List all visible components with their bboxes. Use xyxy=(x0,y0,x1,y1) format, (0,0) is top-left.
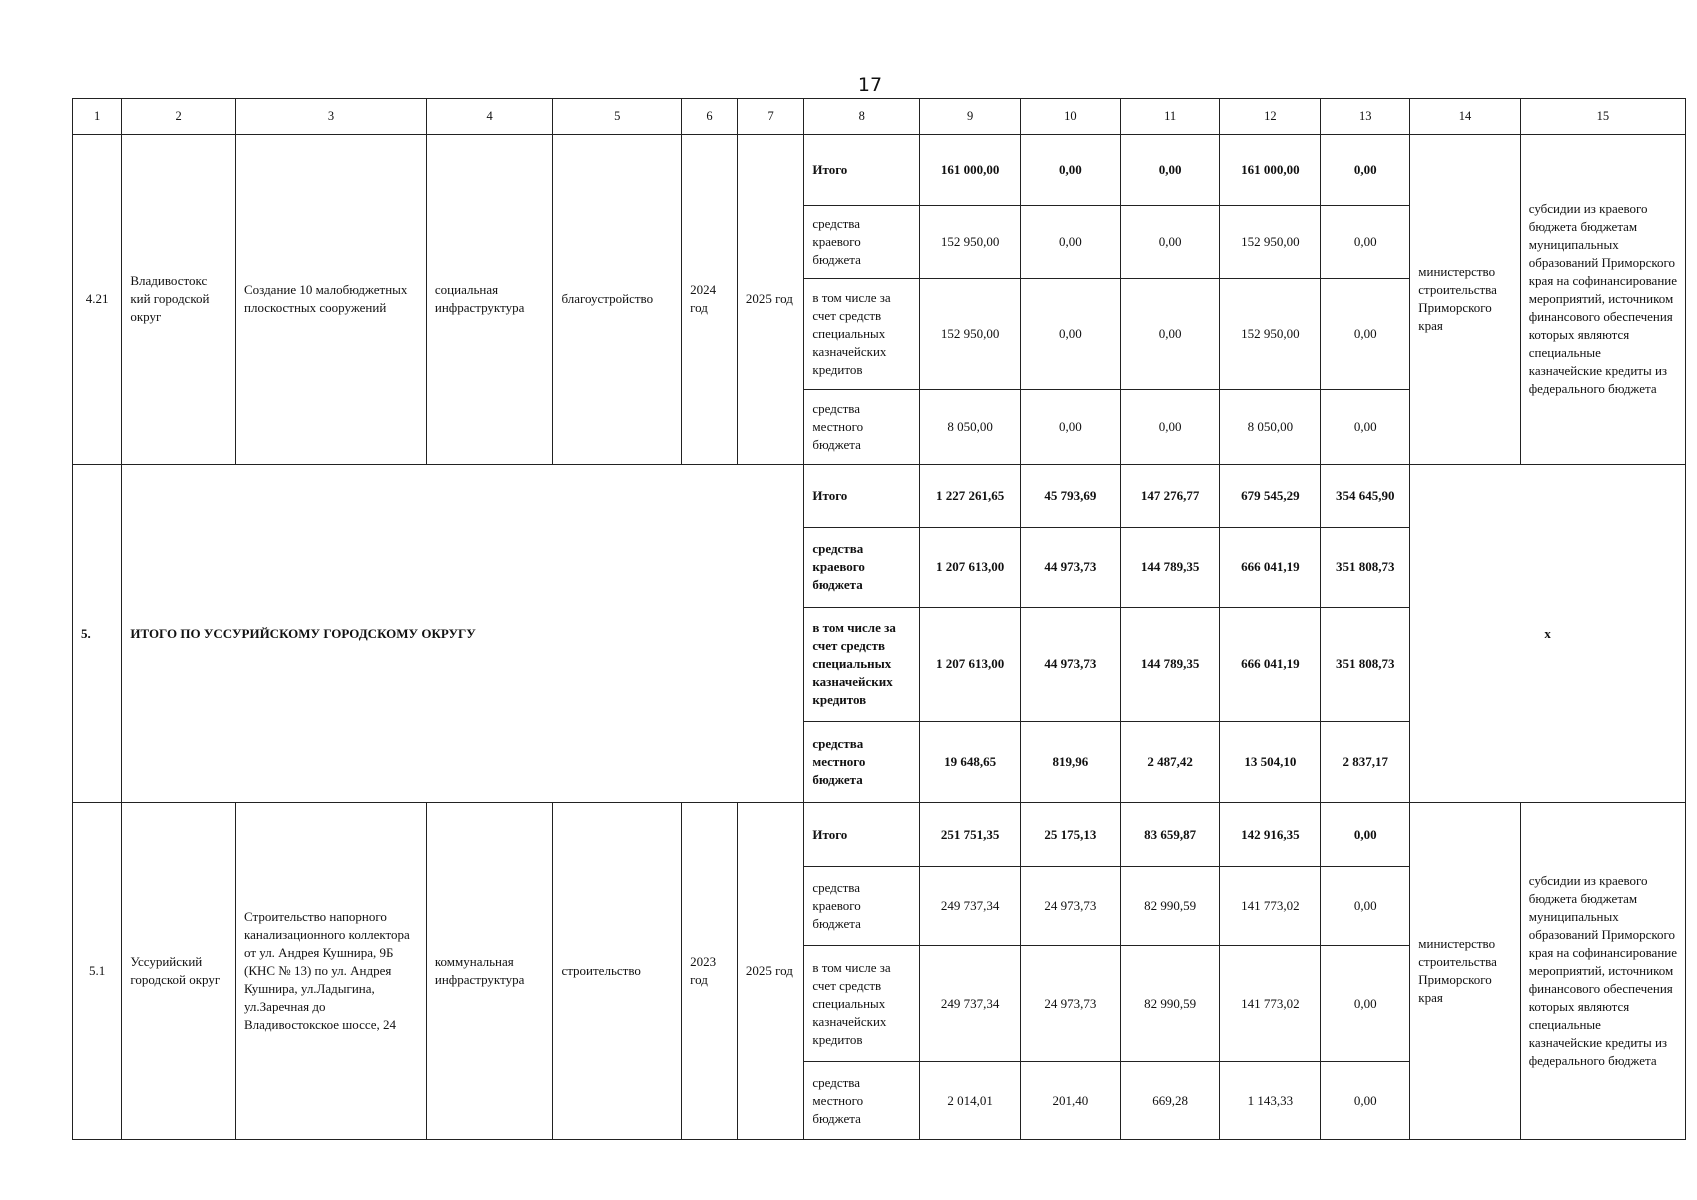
amount-cell: 0,00 xyxy=(1021,206,1121,279)
funding-label: Итого xyxy=(804,134,920,205)
amount-cell: 669,28 xyxy=(1120,1062,1220,1140)
amount-cell: 24 973,73 xyxy=(1021,946,1121,1062)
work-type-cell: благоустройство xyxy=(553,134,682,464)
start-year-cell: 2023 год xyxy=(682,803,738,1140)
amount-cell: 1 227 261,65 xyxy=(920,464,1021,527)
funding-label: средства местного бюджета xyxy=(804,721,920,803)
amount-cell: 351 808,73 xyxy=(1321,607,1410,721)
col-header: 13 xyxy=(1321,99,1410,135)
amount-cell: 141 773,02 xyxy=(1220,946,1321,1062)
amount-cell: 0,00 xyxy=(1120,206,1220,279)
row-number: 4.21 xyxy=(73,134,122,464)
amount-cell: 0,00 xyxy=(1321,803,1410,866)
col-header: 10 xyxy=(1021,99,1121,135)
amount-cell: 144 789,35 xyxy=(1120,528,1220,608)
start-year-cell: 2024 год xyxy=(682,134,738,464)
category-cell: социальная инфраструктура xyxy=(426,134,553,464)
funding-label: в том числе за счет средств специальных казначейских кредитов xyxy=(804,607,920,721)
col-header: 7 xyxy=(737,99,803,135)
page-number: 17 xyxy=(857,74,883,96)
amount-cell: 354 645,90 xyxy=(1321,464,1410,527)
amount-cell: 0,00 xyxy=(1120,389,1220,464)
budget-table xyxy=(72,98,1686,1140)
responsible-cell: министерство строительства Приморского края xyxy=(1410,134,1520,464)
amount-cell: 161 000,00 xyxy=(920,134,1021,205)
funding-label: средства краевого бюджета xyxy=(804,206,920,279)
header-row xyxy=(73,99,1686,135)
col-header: 9 xyxy=(920,99,1021,135)
row-number: 5.1 xyxy=(73,803,122,1140)
col-header: 1 xyxy=(73,99,122,135)
amount-cell: 152 950,00 xyxy=(920,206,1021,279)
row-number: 5. xyxy=(73,464,122,802)
amount-cell: 351 808,73 xyxy=(1321,528,1410,608)
amount-cell: 147 276,77 xyxy=(1120,464,1220,527)
amount-cell: 141 773,02 xyxy=(1220,866,1321,946)
col-header: 2 xyxy=(122,99,236,135)
amount-cell: 0,00 xyxy=(1321,206,1410,279)
amount-cell: 1 143,33 xyxy=(1220,1062,1321,1140)
col-header: 14 xyxy=(1410,99,1520,135)
amount-cell: 152 950,00 xyxy=(1220,206,1321,279)
funding-label: средства местного бюджета xyxy=(804,389,920,464)
amount-cell: 152 950,00 xyxy=(1220,279,1321,389)
funding-source-cell: субсидии из краевого бюджета бюджетам муниципальных образований Приморского края на софинансирование мероприятий, источником финансового обеспечения которых являются специальные казначейские кредиты из федерального бюджета xyxy=(1520,134,1685,464)
col-header: 12 xyxy=(1220,99,1321,135)
amount-cell: 0,00 xyxy=(1120,279,1220,389)
amount-cell: 666 041,19 xyxy=(1220,607,1321,721)
section-total-title: ИТОГО ПО УССУРИЙСКОМУ ГОРОДСКОМУ ОКРУГУ xyxy=(122,464,804,802)
category-cell: коммунальная инфраструктура xyxy=(426,803,553,1140)
amount-cell: 0,00 xyxy=(1021,134,1121,205)
amount-cell: 1 207 613,00 xyxy=(920,528,1021,608)
amount-cell: 819,96 xyxy=(1021,721,1121,803)
funding-label: средства местного бюджета xyxy=(804,1062,920,1140)
amount-cell: 144 789,35 xyxy=(1120,607,1220,721)
amount-cell: 19 648,65 xyxy=(920,721,1021,803)
amount-cell: 249 737,34 xyxy=(920,946,1021,1062)
amount-cell: 0,00 xyxy=(1321,134,1410,205)
amount-cell: 1 207 613,00 xyxy=(920,607,1021,721)
amount-cell: 161 000,00 xyxy=(1220,134,1321,205)
amount-cell: 83 659,87 xyxy=(1120,803,1220,866)
col-header: 11 xyxy=(1120,99,1220,135)
amount-cell: 8 050,00 xyxy=(920,389,1021,464)
amount-cell: 249 737,34 xyxy=(920,866,1021,946)
col-header: 4 xyxy=(426,99,553,135)
amount-cell: 45 793,69 xyxy=(1021,464,1121,527)
municipality-cell: Уссурийский городской округ xyxy=(122,803,236,1140)
amount-cell: 251 751,35 xyxy=(920,803,1021,866)
amount-cell: 25 175,13 xyxy=(1021,803,1121,866)
end-year-cell: 2025 год xyxy=(737,134,803,464)
funding-label: средства краевого бюджета xyxy=(804,866,920,946)
object-name-cell: Создание 10 малобюджетных плоскостных сооружений xyxy=(236,134,427,464)
amount-cell: 0,00 xyxy=(1321,946,1410,1062)
amount-cell: 82 990,59 xyxy=(1120,866,1220,946)
amount-cell: 142 916,35 xyxy=(1220,803,1321,866)
amount-cell: 24 973,73 xyxy=(1021,866,1121,946)
responsible-cell: министерство строительства Приморского края xyxy=(1410,803,1520,1140)
amount-cell: 0,00 xyxy=(1321,866,1410,946)
col-header: 8 xyxy=(804,99,920,135)
amount-cell: 201,40 xyxy=(1021,1062,1121,1140)
amount-cell: 0,00 xyxy=(1021,279,1121,389)
col-header: 15 xyxy=(1520,99,1685,135)
object-name-cell: Строительство напорного канализационного коллектора от ул. Андрея Кушнира, 9Б (КНС № 13) по ул. Андрея Кушнира, ул.Ладыгина, ул.Заречная до Владивостокское шоссе, 24 xyxy=(236,803,427,1140)
amount-cell: 2 837,17 xyxy=(1321,721,1410,803)
amount-cell: 0,00 xyxy=(1321,1062,1410,1140)
amount-cell: 679 545,29 xyxy=(1220,464,1321,527)
funding-label: в том числе за счет средств специальных казначейских кредитов xyxy=(804,946,920,1062)
table-row xyxy=(73,464,1686,527)
amount-cell: 152 950,00 xyxy=(920,279,1021,389)
amount-cell: 0,00 xyxy=(1321,389,1410,464)
col-header: 5 xyxy=(553,99,682,135)
amount-cell: 666 041,19 xyxy=(1220,528,1321,608)
amount-cell: 0,00 xyxy=(1021,389,1121,464)
table-row xyxy=(73,803,1686,866)
amount-cell: 0,00 xyxy=(1120,134,1220,205)
not-applicable-mark: x xyxy=(1410,464,1686,802)
funding-label: Итого xyxy=(804,464,920,527)
table-row xyxy=(73,134,1686,205)
amount-cell: 0,00 xyxy=(1321,279,1410,389)
amount-cell: 82 990,59 xyxy=(1120,946,1220,1062)
amount-cell: 44 973,73 xyxy=(1021,528,1121,608)
funding-label: в том числе за счет средств специальных казначейских кредитов xyxy=(804,279,920,389)
amount-cell: 13 504,10 xyxy=(1220,721,1321,803)
col-header: 6 xyxy=(682,99,738,135)
funding-source-cell: субсидии из краевого бюджета бюджетам муниципальных образований Приморского края на софинансирование мероприятий, источником финансового обеспечения которых являются специальные казначейские кредиты из федерального бюджета xyxy=(1520,803,1685,1140)
amount-cell: 44 973,73 xyxy=(1021,607,1121,721)
end-year-cell: 2025 год xyxy=(737,803,803,1140)
funding-label: средства краевого бюджета xyxy=(804,528,920,608)
funding-label: Итого xyxy=(804,803,920,866)
amount-cell: 2 487,42 xyxy=(1120,721,1220,803)
amount-cell: 8 050,00 xyxy=(1220,389,1321,464)
amount-cell: 2 014,01 xyxy=(920,1062,1021,1140)
col-header: 3 xyxy=(236,99,427,135)
work-type-cell: строительство xyxy=(553,803,682,1140)
municipality-cell: Владивостокс кий городской округ xyxy=(122,134,236,464)
